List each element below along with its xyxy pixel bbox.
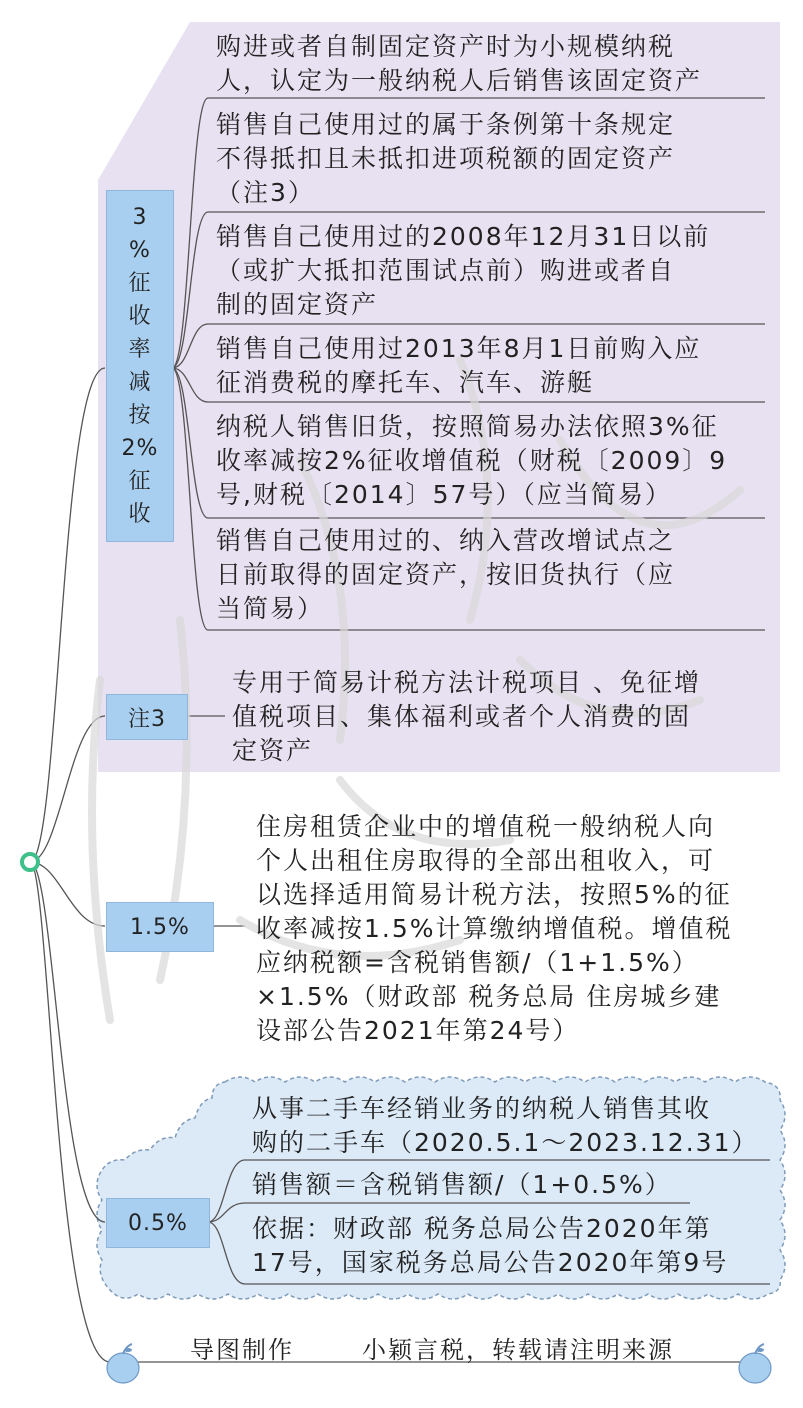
label-box-0-5pct: 0.5% xyxy=(106,1198,210,1248)
item-0-5pct-2: 销售额＝含税销售额/（1+0.5%） xyxy=(252,1170,672,1199)
label-char: % xyxy=(129,238,151,263)
item-3pct-4: 销售自己使用过2013年8月1日前购入应 征消费税的摩托车、汽车、游艇 xyxy=(216,334,702,397)
label-char: 征 xyxy=(128,469,152,494)
item-0-5pct-1: 从事二手车经销业务的纳税人销售其收 购的二手车（2020.5.1～2023.12.31） xyxy=(252,1094,759,1157)
item-3pct-1: 购进或者自制固定资产时为小规模纳税 人，认定为一般纳税人后销售该固定资产 xyxy=(216,32,703,95)
label-char: 征 xyxy=(128,271,152,296)
apple-icon-left xyxy=(107,1344,139,1383)
note3-text: 专用于简易计税方法计税项目 、免征增 值税项目、集体福利或者个人消费的固 定资产 xyxy=(232,668,701,765)
item-0-5pct-3: 依据：财政部 税务总局公告2020年第 17号，国家税务总局公告2020年第9号 xyxy=(252,1214,729,1277)
footer-made-by: 导图制作 xyxy=(190,1336,294,1364)
item-3pct-6: 销售自己使用过的、纳入营改增试点之 日前取得的固定资产，按旧货执行（应 当简易） xyxy=(216,526,676,623)
label-char: 减 xyxy=(128,370,152,395)
text-1-5pct: 住房租赁企业中的增值税一般纳税人向 个人出租住房取得的全部出租收入，可 以选择适用简易计税方法，按照5%的征 收率减按1.5%计算缴纳增值税。增值税 应纳税额=含税销售额/（1+1.5%） ×1.5%（财政部 税务总局 住房城乡建 设部公告2021年第24号） xyxy=(256,812,733,1045)
label-char: 率 xyxy=(128,337,152,362)
label-char: 2% xyxy=(121,436,159,461)
label-char: 3 xyxy=(132,205,148,230)
apple-icon-right xyxy=(739,1344,771,1383)
footer-author: 小颖言税，转载请注明来源 xyxy=(362,1336,674,1364)
label-char: 收 xyxy=(128,304,152,329)
label-char: 按 xyxy=(128,403,152,428)
label-box-3pct xyxy=(106,190,174,542)
label-box-note3: 注3 xyxy=(106,694,188,740)
root-node-icon xyxy=(22,854,38,870)
label-box-1-5pct: 1.5% xyxy=(106,902,214,952)
label-char: 收 xyxy=(128,502,152,527)
item-3pct-5: 纳税人销售旧货，按照简易办法依照3%征 收率减按2%征收增值税（财税〔2009〕9 号,财税〔2014〕57号）（应当简易） xyxy=(216,412,728,509)
item-3pct-3: 销售自己使用过的2008年12月31日以前 （或扩大抵扣范围试点前）购进或者自 制的固定资产 xyxy=(216,222,711,319)
item-3pct-2: 销售自己使用过的属于条例第十条规定 不得抵扣且未抵扣进项税额的固定资产 （注3） xyxy=(216,110,676,207)
